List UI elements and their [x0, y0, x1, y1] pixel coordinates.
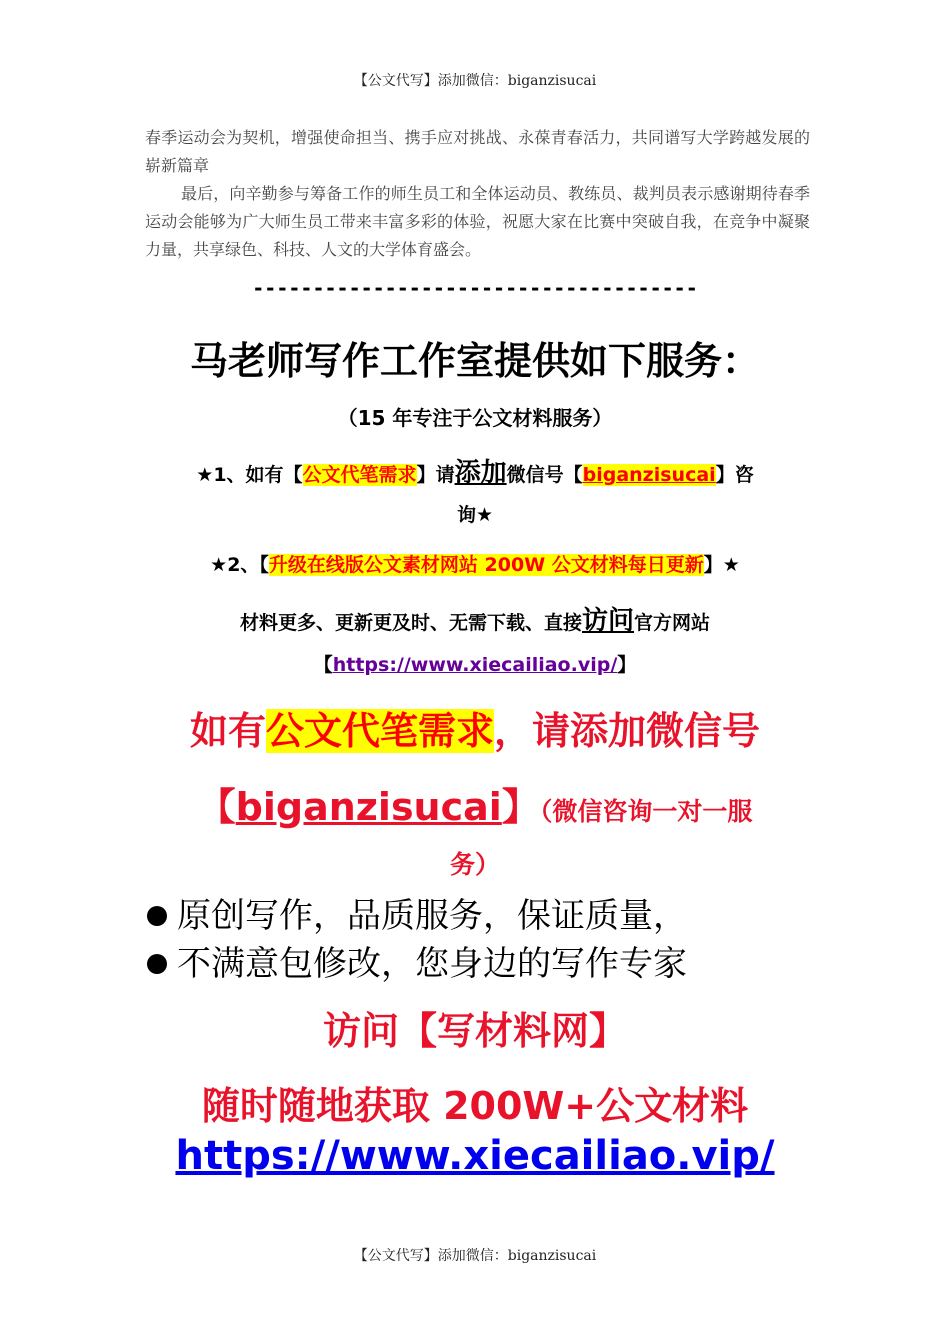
service-line-4 [0, 650, 950, 677]
bullet-item [147, 892, 687, 940]
line3-suffix: 官方网站 [634, 612, 711, 634]
line1-mid2: 微信号【 [506, 464, 583, 486]
page-header: 【公文代写】添加微信：biganzisucai [353, 73, 597, 89]
bullet-dot-icon [147, 906, 167, 926]
service-line-1 [0, 452, 950, 489]
line4-close: 】 [617, 654, 637, 676]
bullet-item [147, 940, 687, 988]
visit-line: 访问【写材料网】 [322, 1009, 627, 1053]
line1-highlight: 公文代笔需求 [302, 464, 417, 486]
wechat-id-big-link[interactable]: biganzisucai [235, 785, 502, 829]
divider-line: ------------------------------------- [252, 276, 698, 300]
line2-suffix: 】★ [703, 554, 740, 576]
line2-prefix: ★2、【 [210, 554, 269, 576]
bullet-text: 不满意包修改，您身边的写作专家 [177, 944, 687, 984]
bullet-text: 原创写作，品质服务，保证质量， [177, 896, 687, 936]
body-paragraph-2: 最后，向辛勤参与筹备工作的师生员工和全体运动员、教练员、裁判员表示感谢期待春季运动会能够为广大师生员工带来丰富多彩的体验，祝愿大家在比赛中突破自我，在竞争中凝聚力量，共享绿色、科技、人文的大学体育盛会。 [145, 184, 810, 259]
red2-close: 】 [501, 785, 540, 829]
body-paragraph-1: 春季运动会为契机，增强使命担当、携手应对挑战、永葆青春活力，共同谱写大学跨越发展的崭新篇章 [145, 128, 810, 175]
red-line-3: 务） [449, 850, 500, 879]
line3-big: 访问 [581, 606, 634, 636]
service-line-2 [0, 550, 950, 577]
red2-small: （微信咨询一对一服 [539, 797, 753, 826]
website-link-small[interactable]: https://www.xiecailiao.vip/ [332, 654, 618, 676]
red-line-1 [0, 700, 950, 755]
bullet-list [147, 892, 687, 988]
service-line-1-wrap: 询★ [456, 504, 494, 526]
red1-b: ，请添加微信号 [494, 709, 761, 753]
website-url-line [0, 1133, 950, 1179]
red-line-2 [0, 776, 950, 831]
website-link-big[interactable]: https://www.xiecailiao.vip/ [175, 1133, 775, 1179]
red1-highlight: 公文代笔需求 [265, 709, 494, 753]
ad-subtitle: （15 年专注于公文材料服务） [337, 406, 613, 430]
red2-open: 【 [197, 785, 236, 829]
line3-prefix: 材料更多、更新更及时、无需下载、直接 [239, 612, 582, 634]
line1-suffix: 】咨 [715, 464, 754, 486]
page-footer: 【公文代写】添加微信：biganzisucai [353, 1248, 597, 1264]
ad-title: 马老师写作工作室提供如下服务： [189, 339, 760, 383]
wechat-id-link[interactable]: biganzisucai [582, 464, 716, 486]
red1-a: 如有 [189, 709, 266, 753]
line1-big: 添加 [454, 458, 507, 488]
line2-highlight: 升级在线版公文素材网站 200W 公文材料每日更新 [268, 554, 704, 576]
service-line-3 [0, 600, 950, 637]
line4-open: 【 [313, 654, 333, 676]
anytime-line: 随时随地获取 200W+公文材料 [201, 1084, 749, 1128]
bullet-dot-icon [147, 954, 167, 974]
line1-mid: 】请 [416, 464, 455, 486]
line1-prefix: ★1、如有【 [196, 464, 303, 486]
